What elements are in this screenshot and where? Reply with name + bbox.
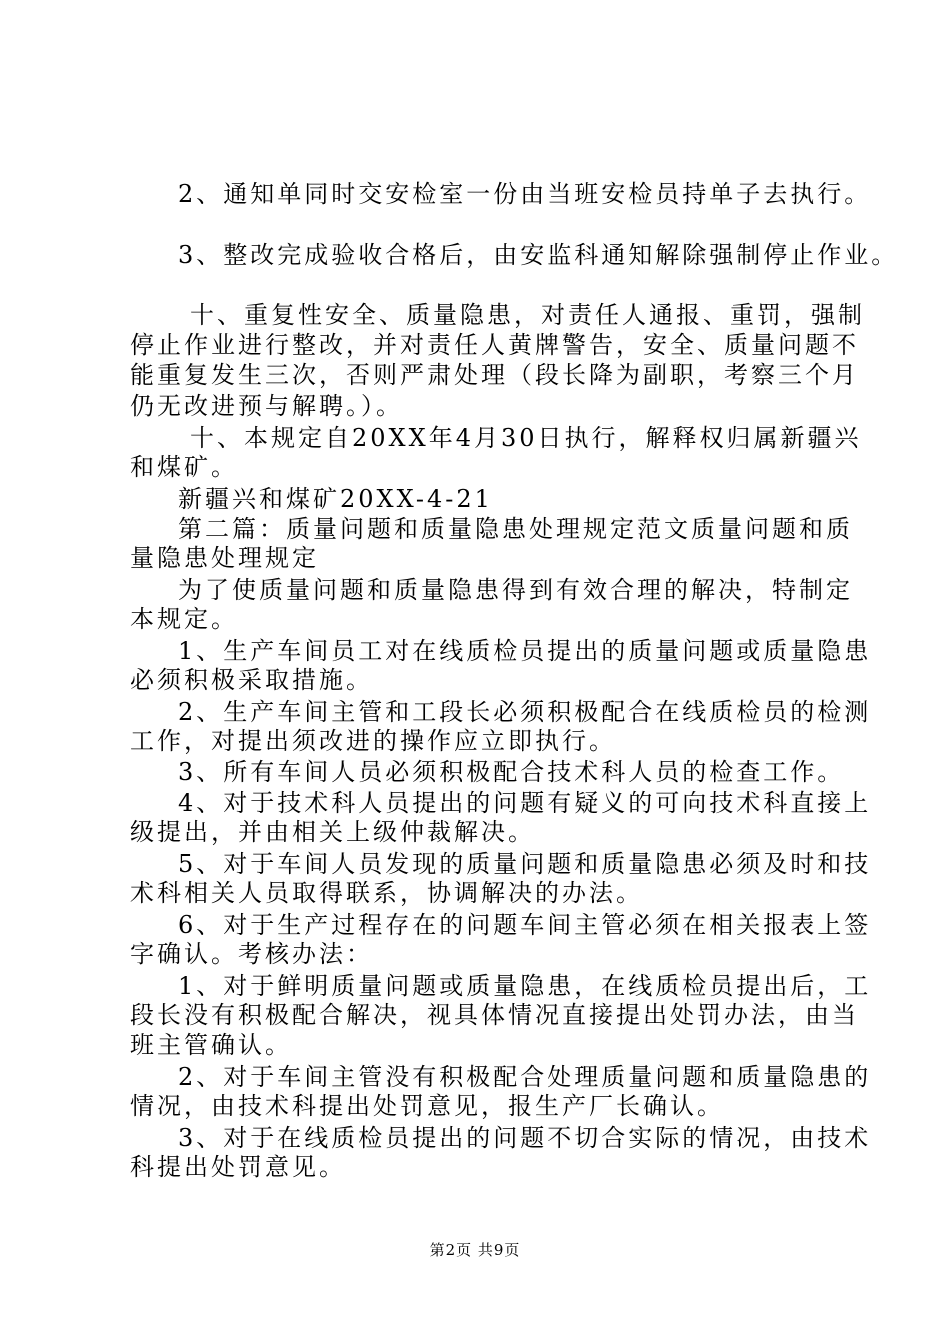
text-line: 能重复发生三次，否则严肃处理（段长降为副职，考察三个月 [130,361,859,389]
text-line: 仍无改进预与解聘。）。 [130,392,403,420]
text-line: 3、对于在线质检员提出的问题不切合实际的情况，由技术 [178,1124,872,1152]
text-line: 停止作业进行整改，并对责任人黄牌警告，安全、质量问题不 [130,331,859,359]
text-line: 2、对于车间主管没有积极配合处理质量问题和质量隐患的 [178,1063,872,1091]
section-heading: 第二篇：质量问题和质量隐患处理规定范文质量问题和质 [178,515,853,543]
text-line: 本规定。 [130,605,238,633]
text-line: 工作，对提出须改进的操作应立即执行。 [130,727,616,755]
text-line: 2、通知单同时交安检室一份由当班安检员持单子去执行。 [178,180,872,208]
text-line: 3、所有车间人员必须积极配合技术科人员的检查工作。 [178,758,845,786]
text-line: 6、对于生产过程存在的问题车间主管必须在相关报表上签 [178,911,872,939]
text-line: 3、整改完成验收合格后，由安监科通知解除强制停止作业。 [178,241,899,269]
text-line: 字确认。考核办法： [130,940,373,968]
page-footer: 第2页 共9页 [429,1241,521,1259]
text-line: 2、生产车间主管和工段长必须积极配合在线质检员的检测 [178,698,872,726]
text-line: 和煤矿。 [130,453,238,481]
text-line: 十、重复性安全、质量隐患，对责任人通报、重罚，强制 [190,301,865,329]
text-line: 级提出，并由相关上级仲裁解决。 [130,818,535,846]
text-line: 1、对于鲜明质量问题或质量隐患，在线质检员提出后，工 [178,972,872,1000]
text-line: 十、本规定自20XX年4月30日执行，解释权归属新疆兴 [190,424,862,452]
text-line: 科提出处罚意见。 [130,1153,346,1181]
section-heading: 量隐患处理规定 [130,544,319,572]
text-line: 术科相关人员取得联系，协调解决的办法。 [130,879,643,907]
signature-line: 新疆兴和煤矿20XX-4-21 [178,485,493,513]
text-line: 段长没有积极配合解决，视具体情况直接提出处罚办法，由当 [130,1001,859,1029]
text-line: 班主管确认。 [130,1031,292,1059]
text-line: 1、生产车间员工对在线质检员提出的质量问题或质量隐患 [178,637,872,665]
text-line: 4、对于技术科人员提出的问题有疑义的可向技术科直接上 [178,789,872,817]
text-line: 为了使质量问题和质量隐患得到有效合理的解决，特制定 [178,576,853,604]
text-line: 必须积极采取措施。 [130,666,373,694]
text-line: 情况，由技术科提出处罚意见，报生产厂长确认。 [130,1092,724,1120]
text-line: 5、对于车间人员发现的质量问题和质量隐患必须及时和技 [178,850,872,878]
